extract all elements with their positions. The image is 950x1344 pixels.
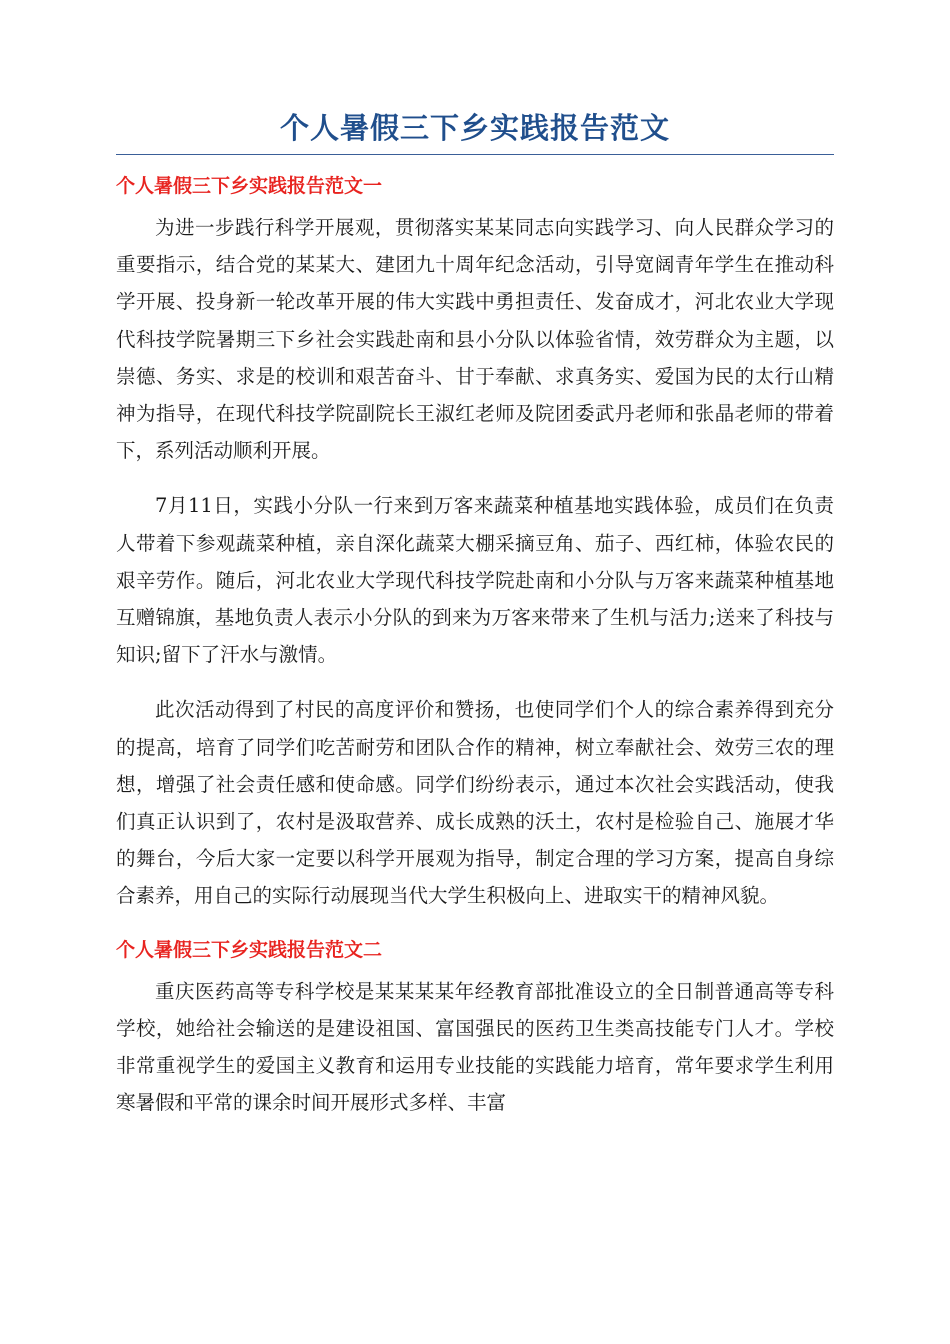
- document-page: [116, 108, 834, 1139]
- paragraph: 重庆医药高等专科学校是某某某某年经教育部批准设立的全日制普通高等专科学校，她给社会输送的是建设祖国、富国强民的医药卫生类高技能专门人才。学校非常重视学生的爱国主义教育和运用专业技能的实践能力培育，常年要求学生利用寒暑假和平常的课余时间开展形式多样、丰富: [116, 979, 834, 1115]
- section-heading: 个人暑假三下乡实践报告范文二: [116, 938, 383, 961]
- paragraph: 为进一步践行科学开展观，贯彻落实某某同志向实践学习、向人民群众学习的重要指示，结合党的某某大、建团九十周年纪念活动，引导宽阔青年学生在推动科学开展、投身新一轮改革开展的伟大实践中勇担责任、发奋成才，河北农业大学现代科技学院暑期三下乡社会实践赴南和县小分队以体验省情，效劳群众为主题，以崇德、务实、求是的校训和艰苦奋斗、甘于奉献、求真务实、爱国为民的太行山精神为指导，在现代科技学院副院长王淑红老师及院团委武丹老师和张晶老师的带着下，系列活动顺利开展。: [116, 216, 834, 463]
- paragraph: 7月11日，实践小分队一行来到万客来蔬菜种植基地实践体验，成员们在负责人带着下参观蔬菜种植，亲自深化蔬菜大棚采摘豆角、茄子、西红柿，体验农民的艰辛劳作。随后，河北农业大学现代科技学院赴南和小分队与万客来蔬菜种植基地互赠锦旗，基地负责人表示小分队的到来为万客来带来了生机与活力;送来了科技与知识;留下了汗水与激情。: [116, 494, 834, 667]
- title-divider: [116, 154, 834, 155]
- document-title: 个人暑假三下乡实践报告范文: [279, 111, 670, 145]
- section-2: [116, 933, 834, 1122]
- section-heading: 个人暑假三下乡实践报告范文一: [116, 175, 383, 197]
- section-1: [116, 169, 834, 915]
- paragraph: 此次活动得到了村民的高度评价和赞扬，也使同学们个人的综合素养得到充分的提高，培育了同学们吃苦耐劳和团队合作的精神，树立奉献社会、效劳三农的理想，增强了社会责任感和使命感。同学们纷纷表示，通过本次社会实践活动，使我们真正认识到了，农村是汲取营养、成长成熟的沃土，农村是检验自己、施展才华的舞台，今后大家一定要以科学开展观为指导，制定合理的学习方案，提高自身综合素养，用自己的实际行动展现当代大学生积极向上、进取实干的精神风貌。: [116, 698, 834, 908]
